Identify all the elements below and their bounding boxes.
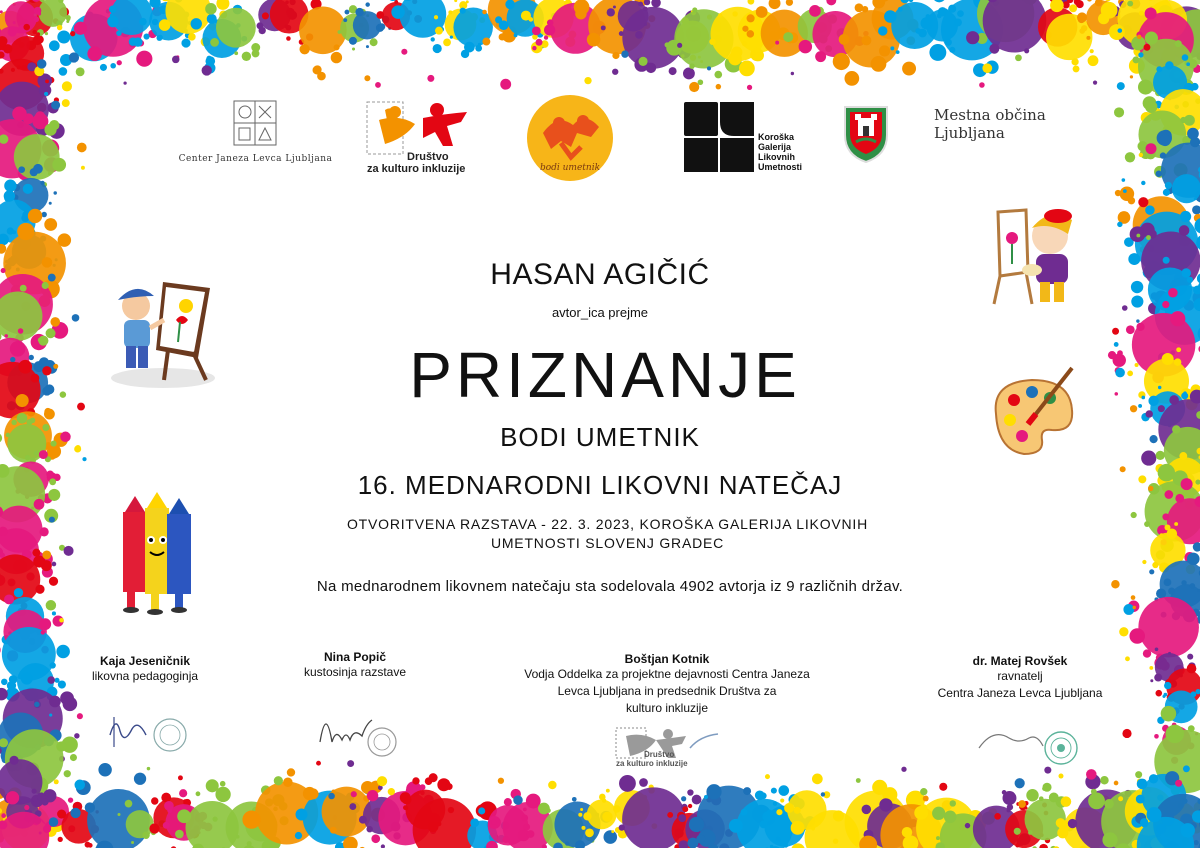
paint-drop bbox=[1141, 181, 1145, 185]
paint-drop bbox=[584, 77, 591, 84]
paint-drop bbox=[939, 783, 947, 791]
paint-drop bbox=[1119, 627, 1128, 636]
signatory-role-line: ravnatelj bbox=[997, 669, 1043, 683]
signature-nina bbox=[310, 702, 410, 762]
bodi-umetnik-logo-text: bodi umetnik bbox=[539, 163, 601, 173]
paint-drop bbox=[1148, 486, 1153, 491]
paint-drop bbox=[920, 788, 927, 795]
paint-drop bbox=[59, 618, 64, 623]
paint-drop bbox=[1111, 580, 1119, 588]
paint-drop bbox=[1115, 190, 1121, 196]
signature-matej bbox=[975, 722, 1095, 772]
paint-drop bbox=[60, 391, 67, 398]
signatory-name: dr. Matej Rovšek bbox=[972, 654, 1068, 668]
signatory-role: kustosinja razstave bbox=[303, 665, 407, 679]
paint-drop bbox=[689, 82, 699, 92]
paint-drop bbox=[427, 75, 434, 82]
paint-drop bbox=[1018, 800, 1026, 808]
paint-drop bbox=[69, 52, 79, 62]
drustvo-label-2: za kulturo inkluzije bbox=[367, 163, 466, 175]
paint-drop bbox=[317, 72, 326, 81]
paint-drop bbox=[1149, 666, 1153, 670]
paint-drop bbox=[1136, 319, 1139, 322]
paint-drop bbox=[621, 50, 628, 57]
receives-label: avtor_ica prejme bbox=[551, 305, 649, 320]
paint-drop bbox=[49, 517, 55, 523]
paint-drop bbox=[707, 66, 711, 70]
paint-drop bbox=[41, 630, 45, 634]
paint-drop bbox=[1114, 342, 1119, 347]
paint-drop bbox=[401, 49, 407, 55]
paint-drop bbox=[1125, 656, 1130, 661]
paint-drop bbox=[51, 101, 60, 110]
kgl-label-4: Umetnosti bbox=[758, 162, 803, 172]
signatory-2 bbox=[280, 650, 430, 681]
paint-drop bbox=[1130, 75, 1133, 78]
paint-drop bbox=[375, 82, 381, 88]
recipient-name: HASAN AGIČIĆ bbox=[490, 258, 710, 291]
logo-mestna-obcina bbox=[842, 104, 1046, 168]
paint-drop bbox=[54, 779, 59, 784]
contest-title: 16. MEDNARODNI LIKOVNI NATEČAJ bbox=[357, 470, 843, 500]
paint-drop bbox=[76, 67, 85, 76]
mol-label-1: Mestna občina bbox=[934, 106, 1046, 124]
paint-drop bbox=[77, 403, 85, 411]
signatory-role-line: kulturo inkluzije bbox=[625, 701, 709, 715]
kgl-emblem-icon bbox=[684, 102, 754, 172]
paint-drop bbox=[1122, 178, 1126, 182]
puzzle-figures-icon bbox=[365, 100, 477, 158]
paint-drop bbox=[1175, 780, 1182, 787]
signatory-role-line: Vodja Oddelka za projektne dejavnosti Centra Janeza bbox=[524, 667, 810, 681]
paint-drop bbox=[1131, 595, 1136, 600]
paint-drop bbox=[57, 25, 62, 30]
kgl-labels bbox=[758, 132, 802, 172]
paint-drop bbox=[42, 282, 49, 289]
paint-drop bbox=[1146, 143, 1157, 154]
paint-drop bbox=[1139, 153, 1143, 157]
painter-boy-icon bbox=[108, 280, 218, 390]
palette-icon bbox=[988, 364, 1078, 464]
paint-drop bbox=[81, 166, 85, 170]
signatory-1 bbox=[70, 654, 220, 685]
paint-drop bbox=[183, 799, 187, 803]
kgl-label-2: Galerija bbox=[758, 142, 792, 152]
crayons-icon bbox=[105, 492, 205, 617]
stamp-label-2: za kulturo inkluzije bbox=[616, 759, 688, 768]
paint-drop bbox=[716, 84, 721, 89]
paint-drop bbox=[536, 39, 543, 46]
paint-drop bbox=[1137, 35, 1141, 39]
paint-drop bbox=[64, 770, 71, 777]
paint-drop bbox=[49, 713, 52, 716]
signatory-name: Nina Popič bbox=[323, 650, 386, 664]
stamp-label-1: Društvo bbox=[644, 750, 675, 759]
paint-drop bbox=[46, 600, 56, 610]
logo-center-janeza-levca bbox=[178, 98, 333, 168]
paint-drop bbox=[1114, 107, 1124, 117]
paint-drop bbox=[1133, 606, 1136, 609]
paint-drop bbox=[979, 82, 985, 88]
paint-drop bbox=[274, 776, 283, 785]
paint-drop bbox=[123, 82, 126, 85]
signatory-3 bbox=[492, 652, 842, 717]
paint-drop bbox=[498, 778, 504, 784]
kgl-label-1: Koroška bbox=[758, 132, 795, 142]
logo-koroska-galerija bbox=[684, 102, 804, 174]
mol-label-2: Ljubljana bbox=[934, 124, 1005, 142]
signatory-4 bbox=[915, 654, 1125, 702]
signatory-name: Kaja Jeseničnik bbox=[99, 654, 191, 668]
paint-drop bbox=[1145, 205, 1154, 214]
participation-text: Na mednarodnem likovnem natečaju sta sodelovala 4902 avtorja iz 9 različnih držav. bbox=[316, 578, 904, 595]
paint-drop bbox=[72, 314, 80, 322]
paint-drop bbox=[42, 257, 53, 268]
signatory-role: likovna pedagoginja bbox=[91, 669, 199, 683]
paint-drop bbox=[1115, 368, 1125, 378]
paint-drop bbox=[60, 432, 70, 442]
paint-drop bbox=[901, 767, 906, 772]
paint-drop bbox=[1114, 781, 1119, 786]
paint-drop bbox=[1118, 28, 1123, 33]
paint-drop bbox=[1042, 783, 1051, 792]
paint-drop bbox=[54, 326, 60, 332]
paint-drop bbox=[1093, 81, 1097, 85]
paint-drop bbox=[532, 46, 536, 50]
logo-drustvo-inkluzije bbox=[365, 100, 480, 175]
paint-drop bbox=[56, 741, 66, 751]
paint-drop bbox=[77, 143, 87, 153]
paint-drop bbox=[669, 44, 673, 48]
paint-drop bbox=[1015, 778, 1025, 788]
paint-drop bbox=[688, 804, 692, 808]
logo-bodi-umetnik bbox=[523, 93, 617, 183]
paint-drop bbox=[513, 795, 522, 804]
paint-drop bbox=[742, 41, 747, 46]
paint-drop bbox=[500, 79, 511, 90]
event-title: BODI UMETNIK bbox=[500, 422, 700, 452]
paint-drop bbox=[178, 775, 183, 780]
award-title: PRIZNANJE bbox=[409, 339, 801, 411]
signatory-role-line: Levca Ljubljana in predsednik Društva za bbox=[557, 684, 777, 698]
paint-drop bbox=[52, 562, 57, 567]
paint-drop bbox=[548, 781, 556, 789]
exhibition-line-1: OTVORITVENA RAZSTAVA - 22. 3. 2023, KOROŠKA GALERIJA LIKOVNIH bbox=[346, 516, 869, 532]
cjl-emblem-icon bbox=[233, 100, 277, 146]
paint-drop bbox=[62, 99, 70, 107]
paint-drop bbox=[677, 43, 682, 48]
paint-drop bbox=[612, 52, 619, 59]
paint-drop bbox=[1123, 604, 1134, 615]
paint-drop bbox=[1112, 328, 1119, 335]
paint-drop bbox=[982, 63, 992, 73]
paint-drop bbox=[1130, 405, 1137, 412]
signatory-role-line: Centra Janeza Levca Ljubljana bbox=[937, 686, 1103, 700]
paint-drop bbox=[77, 713, 83, 719]
paint-drop bbox=[1127, 1, 1133, 7]
paint-drop bbox=[202, 65, 212, 75]
paint-drop bbox=[1138, 52, 1143, 57]
paint-drop bbox=[765, 774, 770, 779]
paint-drop bbox=[172, 56, 179, 63]
paint-drop bbox=[48, 274, 56, 282]
paint-drop bbox=[747, 85, 752, 90]
paint-drop bbox=[41, 798, 48, 805]
paint-drop bbox=[364, 75, 370, 81]
paint-drop bbox=[1117, 222, 1122, 227]
paint-drop bbox=[1122, 729, 1131, 738]
paint-drop bbox=[53, 364, 58, 369]
exhibition-info bbox=[250, 515, 965, 553]
paint-drop bbox=[82, 457, 86, 461]
kgl-label-3: Likovnih bbox=[758, 152, 796, 162]
paint-drop bbox=[147, 767, 150, 770]
paint-drop bbox=[74, 780, 85, 791]
paint-drop bbox=[45, 79, 49, 83]
paint-drop bbox=[1122, 305, 1128, 311]
paint-drop bbox=[44, 92, 48, 96]
paint-drop bbox=[638, 57, 647, 66]
paint-drop bbox=[59, 67, 68, 76]
paint-drop bbox=[791, 72, 794, 75]
paint-drop bbox=[1138, 197, 1148, 207]
paint-drop bbox=[42, 551, 51, 560]
paint-drop bbox=[377, 776, 387, 786]
paint-drop bbox=[1117, 82, 1125, 90]
paint-drop bbox=[50, 317, 60, 327]
paint-drop bbox=[70, 31, 75, 36]
paint-drop bbox=[37, 59, 47, 69]
paint-drop bbox=[328, 793, 335, 800]
paint-drop bbox=[681, 796, 686, 801]
paint-drop bbox=[1120, 466, 1126, 472]
paint-drop bbox=[1100, 776, 1109, 785]
paint-drop bbox=[64, 546, 74, 556]
signature-kaja bbox=[100, 705, 200, 755]
drustvo-label-1: Društvo bbox=[407, 151, 449, 163]
paint-drop bbox=[1058, 774, 1063, 779]
paint-drop bbox=[821, 792, 825, 796]
paint-drop bbox=[62, 81, 72, 91]
paint-drop bbox=[856, 778, 861, 783]
cjl-label: Center Janeza Levca Ljubljana bbox=[178, 154, 333, 164]
paint-drop bbox=[1144, 44, 1151, 51]
paint-drop bbox=[1123, 189, 1127, 193]
paint-drop bbox=[74, 445, 81, 452]
paint-drop bbox=[1136, 234, 1140, 238]
paint-drop bbox=[1138, 475, 1146, 483]
paint-drop bbox=[775, 41, 779, 45]
paint-drop bbox=[1146, 235, 1151, 240]
stamp-drustvo bbox=[612, 726, 722, 776]
paint-drop bbox=[351, 791, 357, 797]
paint-drop bbox=[49, 817, 59, 827]
paint-drop bbox=[1149, 435, 1157, 443]
signatory-name: Boštjan Kotnik bbox=[624, 652, 710, 666]
coat-of-arms-icon bbox=[842, 104, 890, 164]
paint-drop bbox=[388, 788, 395, 795]
paint-drop bbox=[1115, 392, 1119, 396]
paint-drop bbox=[704, 795, 708, 799]
painter-girl-icon bbox=[988, 202, 1083, 307]
exhibition-line-2: UMETNOSTI SLOVENJ GRADEC bbox=[490, 535, 725, 551]
